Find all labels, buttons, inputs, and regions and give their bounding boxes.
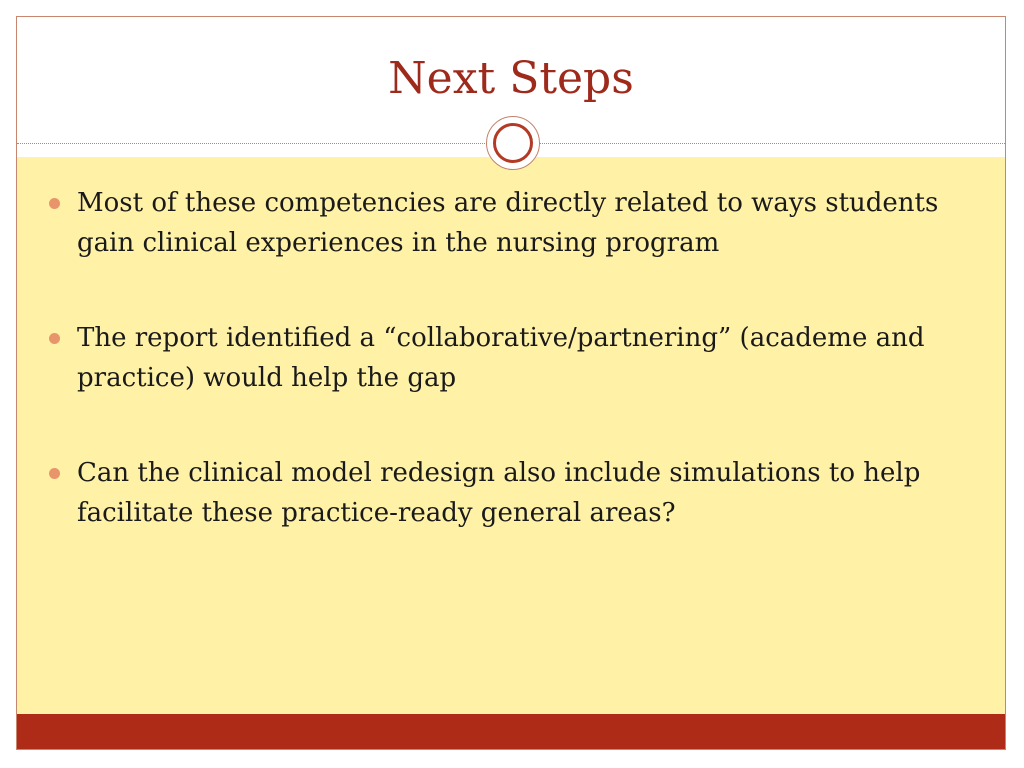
bullet-item [47,318,987,398]
round-bullet-icon [49,468,60,479]
bullet-text: Can the clinical model redesign also include simulations to help facilitate these practice-ready general areas? [77,458,921,528]
circle-ornament-icon [486,116,540,170]
footer-bar [17,714,1005,749]
slide [16,16,1006,750]
ornament-ring [493,123,533,163]
slide-title: Next Steps [388,53,634,104]
round-bullet-icon [49,333,60,344]
bullet-text: Most of these competencies are directly related to ways students gain clinical experiences in the nursing program [77,188,939,258]
bullet-item [47,183,987,263]
bullet-text: The report identified a “collaborative/partnering” (academe and practice) would help the gap [77,323,925,393]
round-bullet-icon [49,198,60,209]
bullet-item [47,453,987,533]
bullet-list [47,183,987,588]
